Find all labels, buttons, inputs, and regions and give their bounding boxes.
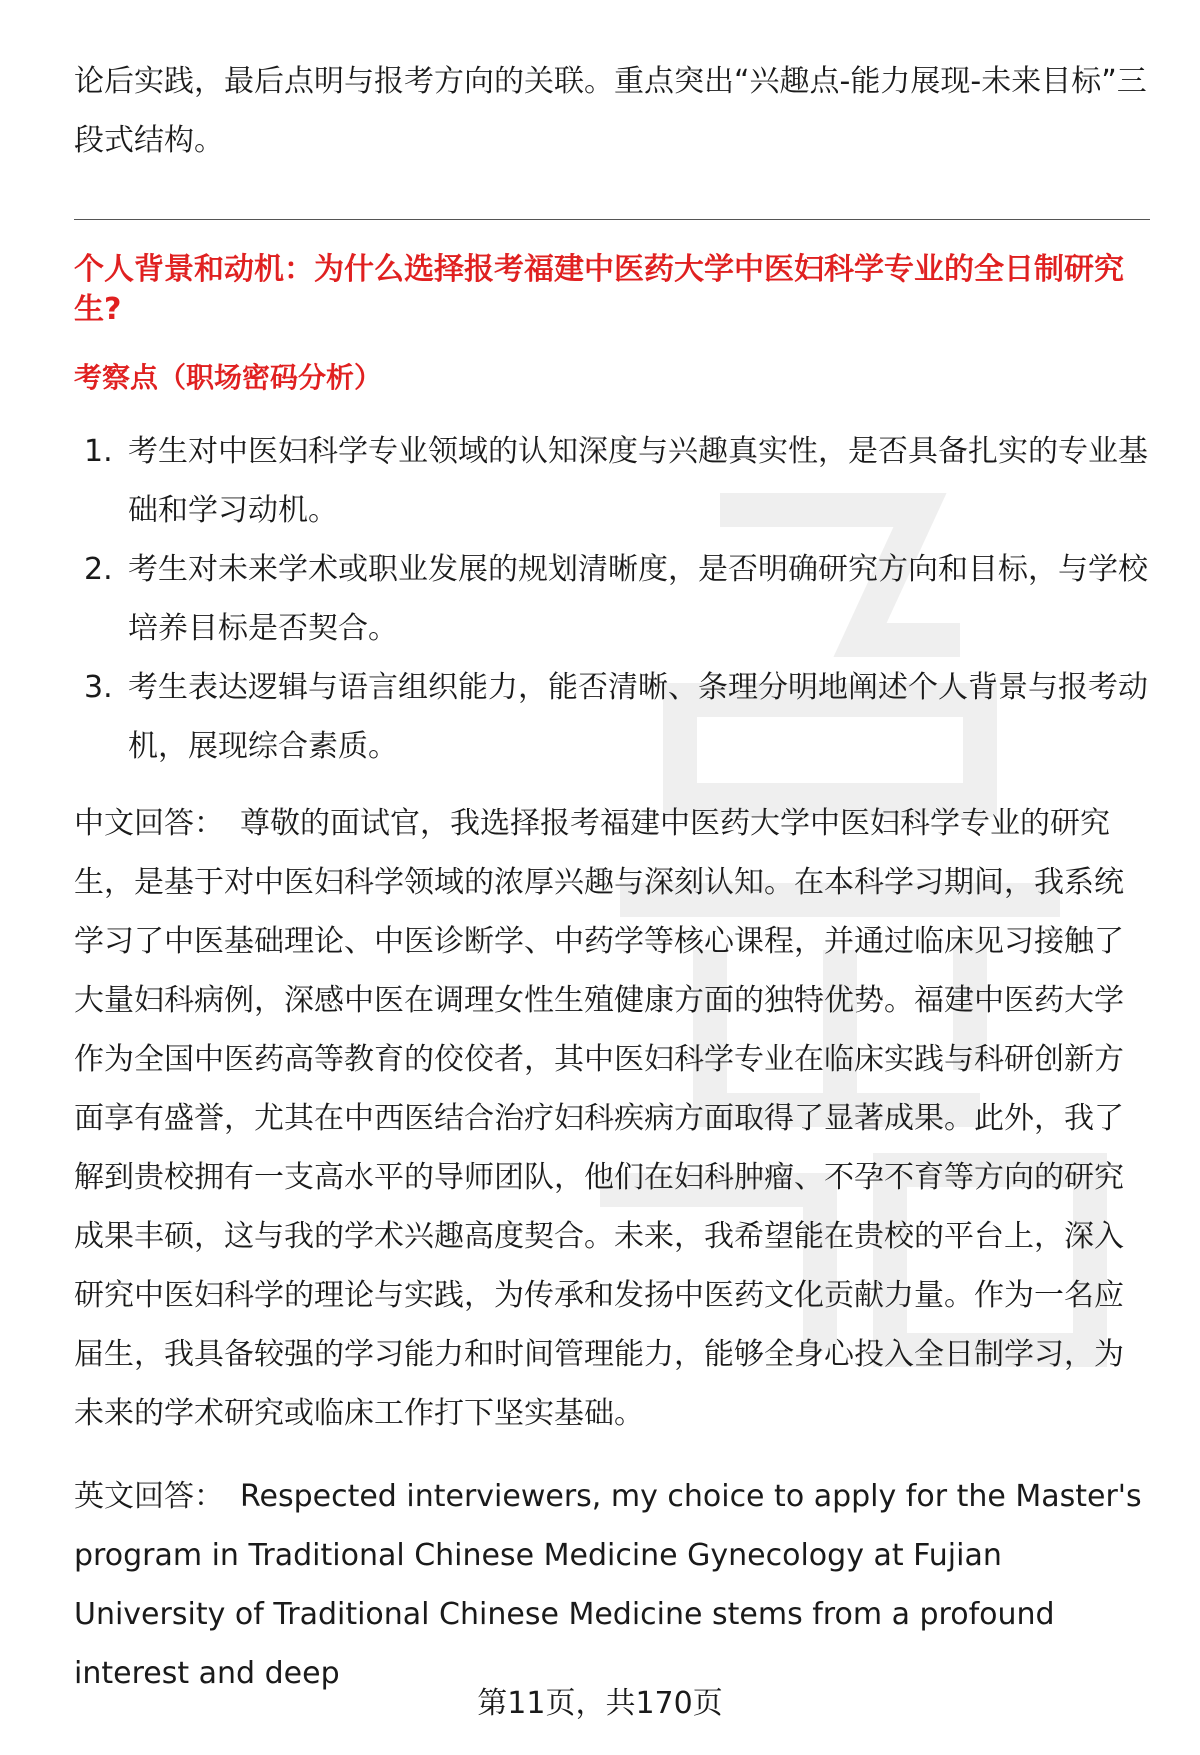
list-number: 2. [84,552,113,587]
assessment-item-text: 考生对中医妇科学专业领域的认知深度与兴趣真实性，是否具备扎实的专业基础和学习动机。 [128,434,1148,528]
chinese-answer-text: 尊敬的面试官，我选择报考福建中医药大学中医妇科学专业的研究生，是基于对中医妇科学领域的浓厚兴趣与深刻认知。在本科学习期间，我系统学习了中医基础理论、中医诊断学、中药学等核心课程，并通过临床见习接触了大量妇科病例，深感中医在调理女性生殖健康方面的独特优势。福建中医药大学作为全国中医药高等教育的佼佼者，其中医妇科学专业在临床实践与科研创新方面享有盛誉，尤其在中西医结合治疗妇科疾病方面取得了显著成果。此外，我了解到贵校拥有一支高水平的导师团队，他们在妇科肿瘤、不孕不育等方向的研究成果丰硕，这与我的学术兴趣高度契合。未来，我希望能在贵校的平台上，深入研究中医妇科学的理论与实践，为传承和发扬中医药文化贡献力量。作为一名应届生，我具备较强的学习能力和时间管理能力，能够全身心投入全日制学习，为未来的学术研究或临床工作打下坚实基础。 [74,806,1124,1431]
intro-paragraph: 论后实践，最后点明与报考方向的关联。重点突出“兴趣点-能力展现-未来目标”三段式结构。 [74,64,1147,158]
chinese-answer-label: 中文回答： [74,806,224,841]
page-number-footer: 第11页，共170页 [477,1686,723,1721]
assessment-item-text: 考生对未来学术或职业发展的规划清晰度，是否明确研究方向和目标，与学校培养目标是否契合。 [128,552,1148,646]
english-answer [74,1467,1150,1703]
document-page [74,0,1150,1703]
section-divider [74,219,1150,220]
assessment-item [74,422,1150,540]
chinese-answer [74,794,1150,1443]
question-heading: 个人背景和动机：为什么选择报考福建中医药大学中医妇科学专业的全日制研究生? [74,252,1124,327]
assessment-heading: 考察点（职场密码分析） [74,361,383,394]
english-answer-label: 英文回答： [74,1479,224,1514]
assessment-item [74,540,1150,658]
assessment-item [74,658,1150,776]
list-number: 3. [84,670,113,705]
english-answer-text: Respected interviewers, my choice to apply for the Master's program in Traditional Chinese Medicine Gynecology at Fujian University of Traditional Chinese Medicine stems from a profound interest and deep [74,1479,1142,1691]
assessment-item-text: 考生表达逻辑与语言组织能力，能否清晰、条理分明地阐述个人背景与报考动机，展现综合素质。 [128,670,1148,764]
list-number: 1. [84,434,113,469]
assessment-list [74,422,1150,776]
